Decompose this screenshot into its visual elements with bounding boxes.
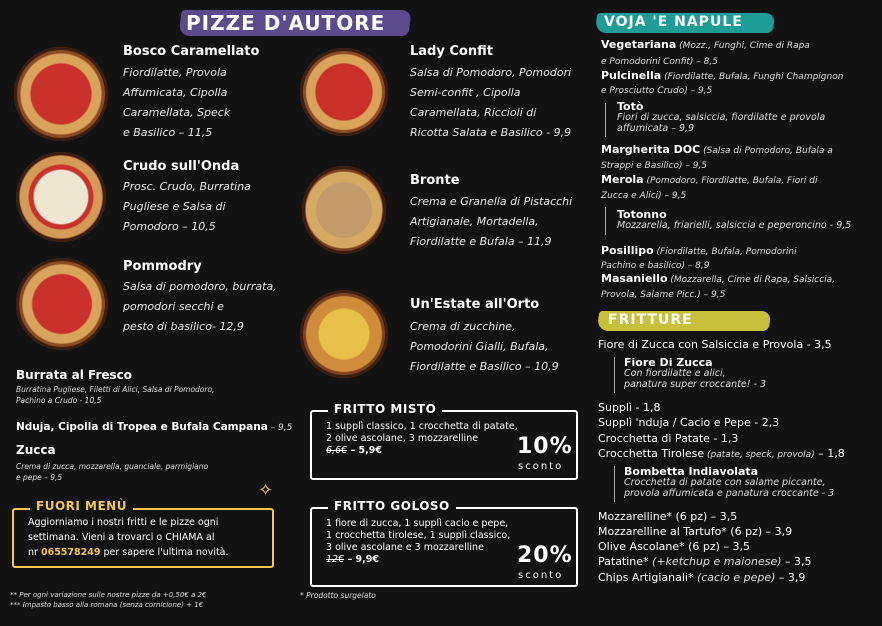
pizza-image [300,290,388,378]
fritture-item: Crocchetta Tirolese (patate, speck, provola) – 1,8 [598,447,845,460]
pizza-desc: Fiordilatte, Provola Affumicata, Cipolla Caramellata, Speck e Basilico – 11,5 [123,66,231,139]
pizza-desc: Salsa di pomodoro, burrata, pomodori secchi e pesto di basilico- 12,9 [123,280,277,333]
pizza-desc: Prosc. Crudo, Burratina Pugliese e Salsa di Pomodoro – 10,5 [123,180,251,233]
pizza-desc: Crema di zucchine, Pomodorini Gialli, Bufala, Fiordilatte e Basilico – 10,9 [410,320,559,373]
pizza-desc: Burratina Pugliese, Filetti di Alici, Salsa di Pomodoro, Pachino a Crudo - 10,5 [16,385,215,405]
fuori-menu-title: FUORI MENÙ [30,499,133,513]
fritto-misto-text: 1 supplì classico, 1 crocchetta di patate, 2 olive ascolane, 3 mozzarelline 6,6€ – 5,9€ [326,421,518,456]
pizza-image [16,152,106,242]
discount-percent: 20% [517,543,573,568]
discount-percent: 10% [517,434,573,459]
pizza-desc: Crema e Granella di Pistacchi Artigianale, Mortadella, Fiordilatte e Bufala – 11,9 [410,195,573,248]
fiore-item: Fiore Di Zucca Con fiordilatte e alici, panatura super croccante! - 3 [624,356,767,390]
frozen-note: * Prodotto surgelato [300,591,376,600]
pizza-item-cont: Strappi e Basilico) – 9,5 [601,161,708,171]
pizza-item: Posillipo (Fiordilatte, Bufala, Pomodorini [601,244,797,257]
pizza-image [302,166,386,254]
pizza-image [300,48,388,136]
fritture-item: Crocchetta di Patate - 1,3 [598,432,739,445]
pizza-item: Margherita DOC (Salsa di Pomodoro, Bufala a [601,143,833,156]
pizza-name: Bosco Caramellato [123,44,260,59]
pizza-name: Un'Estate all'Orto [410,297,540,312]
fritture-item: Supplì 'nduja / Cacio e Pepe - 2,3 [598,416,780,429]
divider [605,103,606,137]
pizza-name: Lady Confit [410,44,493,59]
bombetta-item: Bombetta Indiavolata Crocchetta di patate con salame piccante, provola affumicata e panatura croccante - 3 [624,465,835,499]
phone-number[interactable]: 065578249 [40,547,101,558]
fritture-item: Fiore di Zucca con Salsiccia e Provola - 3,5 [598,338,832,351]
pizza-name: Burrata al Fresco [16,368,133,382]
divider [605,207,606,235]
pizza-item: Masaniello (Mozzarella, Cime di Rapa, Salsiccia, [601,272,836,285]
pizza-item: Vegetariana (Mozz., Funghi, Cime di Rapa [601,38,810,51]
toto-item: Totò Fiori di zucca, salsiccia, fiordilatte e provola affumicata – 9,9 [617,100,826,134]
pizza-image [16,258,108,350]
pizza-image [14,47,108,141]
divider [614,466,615,502]
section-heading-pizze-autore: PIZZE D'AUTORE [186,11,386,35]
pizza-item-cont: Provola, Salame Picc.) – 9,5 [601,290,726,300]
pizza-name: Crudo sull'Onda [123,159,240,174]
nduja-item: Nduja, Cipolla di Tropea e Bufala Campana – 9,5 [16,421,293,433]
pizza-item-cont: Pachino e basilico) – 8,9 [601,261,710,271]
totonno-item: Totonno Mozzarella, friarielli, salsiccia e peperoncino - 9,5 [617,208,852,231]
divider [614,357,615,393]
fritture-item: Mozzarelline* (6 pz) – 3,5 [598,510,738,523]
section-heading-fritture: FRITTURE [608,312,693,328]
fritture-item: Supplì - 1,8 [598,401,661,414]
pizza-item-cont: Zucca e Alici) – 9,5 [601,191,687,201]
sparkle-icon: ✧ [258,480,274,501]
fritto-goloso-text: 1 fiore di zucca, 1 supplì cacio e pepe, 1 crocchetta tirolese, 1 supplì classico, 3 olive ascolane e 3 mozzarelline 12€ – 9,9€ [326,518,511,565]
fritture-item: Mozzarelline al Tartufo* (6 pz) – 3,9 [598,525,793,538]
pizza-desc: Crema di zucca, mozzarella, guanciale, parmigiano e pepe – 9,5 [16,462,209,482]
fritture-item: Olive Ascolane* (6 pz) – 3,5 [598,540,750,553]
pizza-item: Merola (Pomodoro, Fiordilatte, Bufala, Fiori di [601,173,818,186]
discount-label: sconto [518,570,564,581]
discount-label: sconto [518,461,564,472]
pizza-desc: Salsa di Pomodoro, Pomodori Semi-confit , Cipolla Caramellata, Riccioli di Ricotta Salata e Basilico - 9,9 [410,66,572,139]
fritto-goloso-title: FRITTO GOLOSO [328,499,456,513]
pizza-item: Pulcinella (Fiordilatte, Bufala, Funghi Champignon [601,69,844,82]
pizza-item-cont: e Prosciutto Crudo) – 9,5 [601,86,713,96]
pizza-name: Zucca [16,443,56,457]
pizza-name: Bronte [410,173,460,188]
fritture-item: Patatine* (+ketchup e maionese) – 3,5 [598,555,812,568]
footnotes: ** Per ogni variazione sulle nostre pizze da +0,50€ a 2€ *** Impasto basso alla romana (senza cornicione) + 1€ [10,591,207,609]
fritto-misto-title: FRITTO MISTO [328,402,442,416]
fritture-item: Chips Artigianali* (cacio e pepe) – 3,9 [598,571,806,584]
section-heading-napule: VOJA 'E NAPULE [604,14,743,30]
pizza-item-cont: e Pomodorini Confit) – 8,5 [601,57,718,67]
pizza-name: Pommodry [123,259,202,274]
fuori-menu-text: Aggiorniamo i nostri fritti e le pizze ogni settimana. Vieni a trovarci o CHIAMA al nr 065578249 per sapere l'ultima novità. [28,517,229,558]
